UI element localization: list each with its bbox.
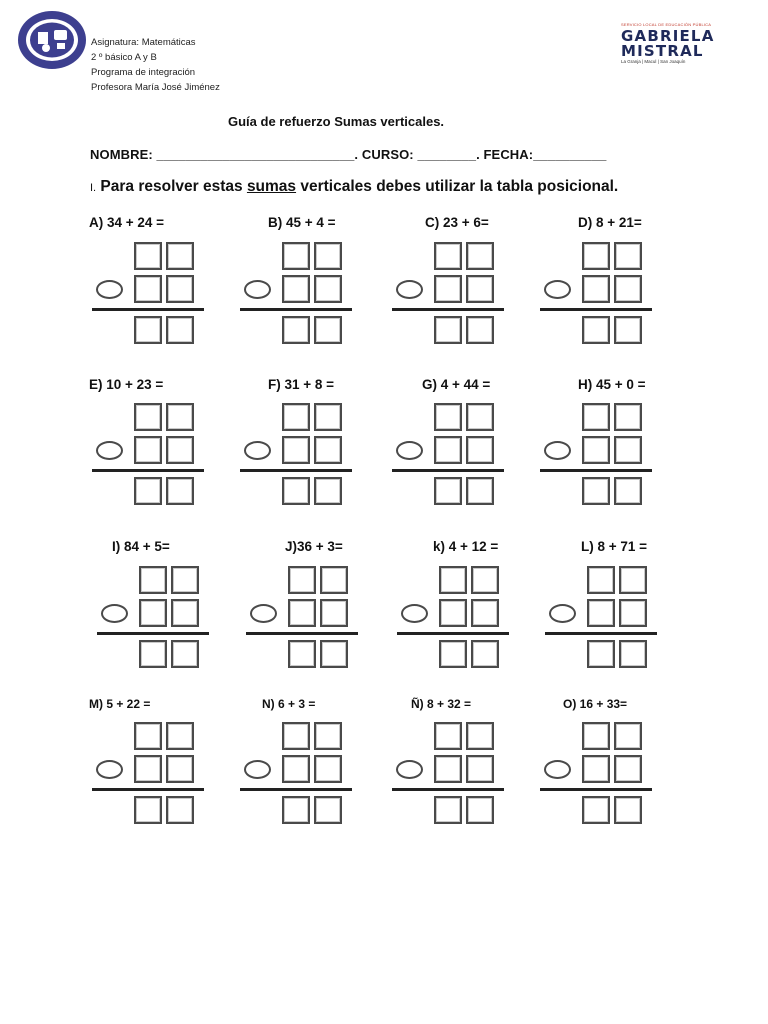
operator-circle[interactable] [544,760,571,779]
exercise-label: k) 4 + 12 = [433,539,499,554]
result-units-box[interactable] [314,477,342,505]
top-tens-box[interactable] [434,722,462,750]
result-units-box[interactable] [166,316,194,344]
top-tens-box[interactable] [439,566,467,594]
logo-small-text: SERVICIO LOCAL DE EDUCACIÓN PÚBLICA [621,22,712,27]
sum-line [540,308,652,311]
top-tens-box[interactable] [582,403,610,431]
place-value-table [246,566,358,681]
addend-tens-box[interactable] [434,436,462,464]
result-tens-box[interactable] [439,640,467,668]
top-tens-box[interactable] [282,242,310,270]
instruction-part-2: verticales debes utilizar la tabla posicional. [296,178,619,195]
result-tens-box[interactable] [134,316,162,344]
place-value-table [397,566,509,681]
instruction-part-1: Para resolver estas [96,178,247,195]
top-tens-box[interactable] [139,566,167,594]
worksheet-title: Guía de refuerzo Sumas verticales. [228,114,445,129]
place-value-table [240,403,352,518]
result-tens-box[interactable] [134,796,162,824]
exercise-label: H) 45 + 0 = [578,377,646,392]
addend-tens-box[interactable] [134,755,162,783]
top-units-box[interactable] [314,242,342,270]
operator-circle[interactable] [544,280,571,299]
top-units-box[interactable] [614,242,642,270]
operator-circle[interactable] [244,760,271,779]
logo-subtitle: La Granja | Macul | San Joaquín [621,59,686,64]
top-tens-box[interactable] [587,566,615,594]
operator-circle[interactable] [101,604,128,623]
sum-line [392,308,504,311]
addend-tens-box[interactable] [282,436,310,464]
top-units-box[interactable] [320,566,348,594]
operator-circle[interactable] [549,604,576,623]
exercise-label: F) 31 + 8 = [268,377,335,392]
logo-word-1: GABRIELA [621,27,715,45]
result-units-box[interactable] [166,477,194,505]
addend-tens-box[interactable] [582,436,610,464]
subject-text: Asignatura: Matemáticas [91,37,196,48]
exercise-label: Ñ) 8 + 32 = [411,697,472,711]
addend-units-box[interactable] [471,599,499,627]
top-tens-box[interactable] [434,403,462,431]
place-value-table [392,722,504,837]
sum-line [540,788,652,791]
operator-circle[interactable] [544,441,571,460]
sum-line [97,632,209,635]
result-tens-box[interactable] [582,796,610,824]
top-units-box[interactable] [619,566,647,594]
addend-tens-box[interactable] [439,599,467,627]
top-units-box[interactable] [166,403,194,431]
operator-circle[interactable] [96,441,123,460]
result-tens-box[interactable] [582,477,610,505]
top-tens-box[interactable] [134,403,162,431]
sum-line [92,469,204,472]
top-units-box[interactable] [614,722,642,750]
exercise-label: D) 8 + 21= [578,215,642,230]
addend-units-box[interactable] [166,436,194,464]
sum-line [392,788,504,791]
addend-units-box[interactable] [466,275,494,303]
place-value-table [392,242,504,357]
result-units-box[interactable] [466,477,494,505]
gabriela-mistral-logo [615,22,740,68]
exercise-label: G) 4 + 44 = [422,377,491,392]
result-units-box[interactable] [166,796,194,824]
exercise-label: B) 45 + 4 = [268,215,336,230]
sum-line [240,788,352,791]
top-tens-box[interactable] [582,242,610,270]
result-units-box[interactable] [320,640,348,668]
operator-circle[interactable] [396,760,423,779]
addend-tens-box[interactable] [582,755,610,783]
result-tens-box[interactable] [134,477,162,505]
top-tens-box[interactable] [134,722,162,750]
sum-line [246,632,358,635]
top-units-box[interactable] [314,403,342,431]
addend-units-box[interactable] [314,436,342,464]
top-units-box[interactable] [314,722,342,750]
result-units-box[interactable] [614,477,642,505]
top-units-box[interactable] [614,403,642,431]
result-tens-box[interactable] [282,796,310,824]
operator-circle[interactable] [401,604,428,623]
addend-units-box[interactable] [171,599,199,627]
addend-units-box[interactable] [314,755,342,783]
top-tens-box[interactable] [288,566,316,594]
result-tens-box[interactable] [282,316,310,344]
place-value-table [97,566,209,681]
addend-units-box[interactable] [614,436,642,464]
addend-tens-box[interactable] [134,436,162,464]
addend-tens-box[interactable] [587,599,615,627]
sum-line [92,788,204,791]
place-value-table [392,403,504,518]
top-tens-box[interactable] [282,403,310,431]
result-tens-box[interactable] [434,796,462,824]
place-value-table [540,722,652,837]
addend-units-box[interactable] [614,755,642,783]
addend-tens-box[interactable] [582,275,610,303]
place-value-table [545,566,657,681]
top-tens-box[interactable] [134,242,162,270]
operator-circle[interactable] [244,441,271,460]
sum-line [240,469,352,472]
instruction-text [90,178,618,196]
result-units-box[interactable] [171,640,199,668]
result-tens-box[interactable] [582,316,610,344]
result-tens-box[interactable] [434,477,462,505]
result-tens-box[interactable] [282,477,310,505]
addend-tens-box[interactable] [134,275,162,303]
sum-line [240,308,352,311]
operator-circle[interactable] [396,441,423,460]
addend-units-box[interactable] [619,599,647,627]
addend-tens-box[interactable] [139,599,167,627]
operator-circle[interactable] [244,280,271,299]
result-units-box[interactable] [614,316,642,344]
addend-tens-box[interactable] [434,275,462,303]
addend-units-box[interactable] [166,275,194,303]
result-tens-box[interactable] [139,640,167,668]
instruction-underlined: sumas [246,178,297,195]
result-tens-box[interactable] [434,316,462,344]
top-units-box[interactable] [466,242,494,270]
addend-units-box[interactable] [614,275,642,303]
teacher-text: Profesora María José Jiménez [91,82,220,93]
addend-units-box[interactable] [314,275,342,303]
addend-tens-box[interactable] [434,755,462,783]
program-text: Programa de integración [91,67,196,78]
top-units-box[interactable] [166,722,194,750]
operator-circle[interactable] [396,280,423,299]
sum-line [92,308,204,311]
exercise-label: L) 8 + 71 = [581,539,648,554]
top-tens-box[interactable] [434,242,462,270]
result-units-box[interactable] [314,316,342,344]
result-units-box[interactable] [466,796,494,824]
top-units-box[interactable] [166,242,194,270]
exercise-label: I) 84 + 5= [112,539,170,554]
addend-units-box[interactable] [466,436,494,464]
addend-units-box[interactable] [466,755,494,783]
place-value-table [540,242,652,357]
result-units-box[interactable] [314,796,342,824]
top-tens-box[interactable] [282,722,310,750]
result-tens-box[interactable] [587,640,615,668]
sum-line [397,632,509,635]
top-units-box[interactable] [171,566,199,594]
sum-line [545,632,657,635]
addend-units-box[interactable] [320,599,348,627]
sum-line [540,469,652,472]
top-units-box[interactable] [466,403,494,431]
school-seal-logo [16,10,88,70]
result-units-box[interactable] [614,796,642,824]
result-units-box[interactable] [619,640,647,668]
addend-units-box[interactable] [166,755,194,783]
place-value-table [92,403,204,518]
top-units-box[interactable] [471,566,499,594]
exercise-label: J)36 + 3= [285,539,343,554]
place-value-table [240,242,352,357]
exercise-label: M) 5 + 22 = [89,697,151,711]
result-tens-box[interactable] [288,640,316,668]
school-info [91,35,220,95]
top-tens-box[interactable] [582,722,610,750]
addend-tens-box[interactable] [288,599,316,627]
addend-tens-box[interactable] [282,755,310,783]
exercise-label: E) 10 + 23 = [89,377,164,392]
addend-tens-box[interactable] [282,275,310,303]
place-value-table [92,722,204,837]
operator-circle[interactable] [96,280,123,299]
sum-line [392,469,504,472]
place-value-table [92,242,204,357]
result-units-box[interactable] [466,316,494,344]
student-info-line: NOMBRE: ___________________________. CURSO: ________. FECHA:__________ [90,147,607,162]
place-value-table [240,722,352,837]
operator-circle[interactable] [96,760,123,779]
exercise-label: C) 23 + 6= [425,215,489,230]
exercise-label: O) 16 + 33= [563,697,628,711]
exercise-label: N) 6 + 3 = [262,697,316,711]
grade-text: 2 º básico A y B [91,52,157,63]
section-numeral: I. [90,182,97,194]
top-units-box[interactable] [466,722,494,750]
logo-word-2: MISTRAL [621,42,704,60]
operator-circle[interactable] [250,604,277,623]
result-units-box[interactable] [471,640,499,668]
exercise-label: A) 34 + 24 = [89,215,165,230]
place-value-table [540,403,652,518]
